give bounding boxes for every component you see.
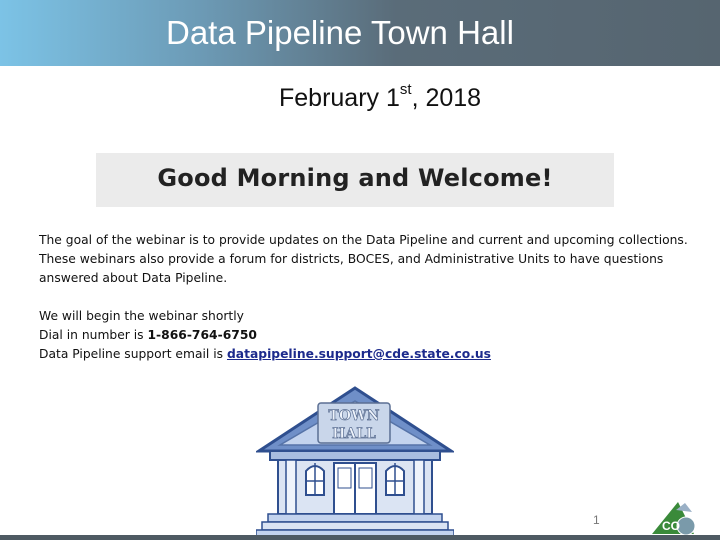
date-suffix: st [399, 81, 412, 98]
dial-line [39, 326, 689, 345]
welcome-banner [96, 153, 614, 207]
slide-title: Data Pipeline Town Hall [166, 14, 514, 51]
begin-line: We will begin the webinar shortly [39, 309, 244, 323]
bottom-divider [0, 535, 720, 540]
dial-number: 1-866-764-6750 [147, 328, 257, 342]
page-number: 1 [593, 513, 600, 527]
logo-text: CO [662, 519, 680, 533]
hall-sign-text: HALL [332, 426, 376, 442]
title-bar [0, 0, 720, 66]
email-line [39, 345, 689, 364]
slide-date [279, 81, 482, 113]
town-hall-building-icon [256, 383, 454, 540]
date-prefix: February 1 [279, 84, 400, 112]
colorado-logo-icon [648, 500, 698, 536]
date-rest: , 2018 [411, 84, 482, 112]
dial-label: Dial in number is [39, 328, 148, 342]
welcome-text: Good Morning and Welcome! [157, 164, 553, 192]
intro-paragraph: The goal of the webinar is to provide updates on the Data Pipeline and current and upcoming collections. These webinars also provide a forum for districts, BOCES, and Administrative Units to have questions answered about Data Pipeline. [39, 233, 688, 285]
email-label: Data Pipeline support email is [39, 347, 227, 361]
body-text [39, 231, 689, 364]
support-email-link[interactable]: datapipeline.support@cde.state.co.us [226, 347, 491, 361]
town-sign-text: TOWN [328, 408, 380, 424]
